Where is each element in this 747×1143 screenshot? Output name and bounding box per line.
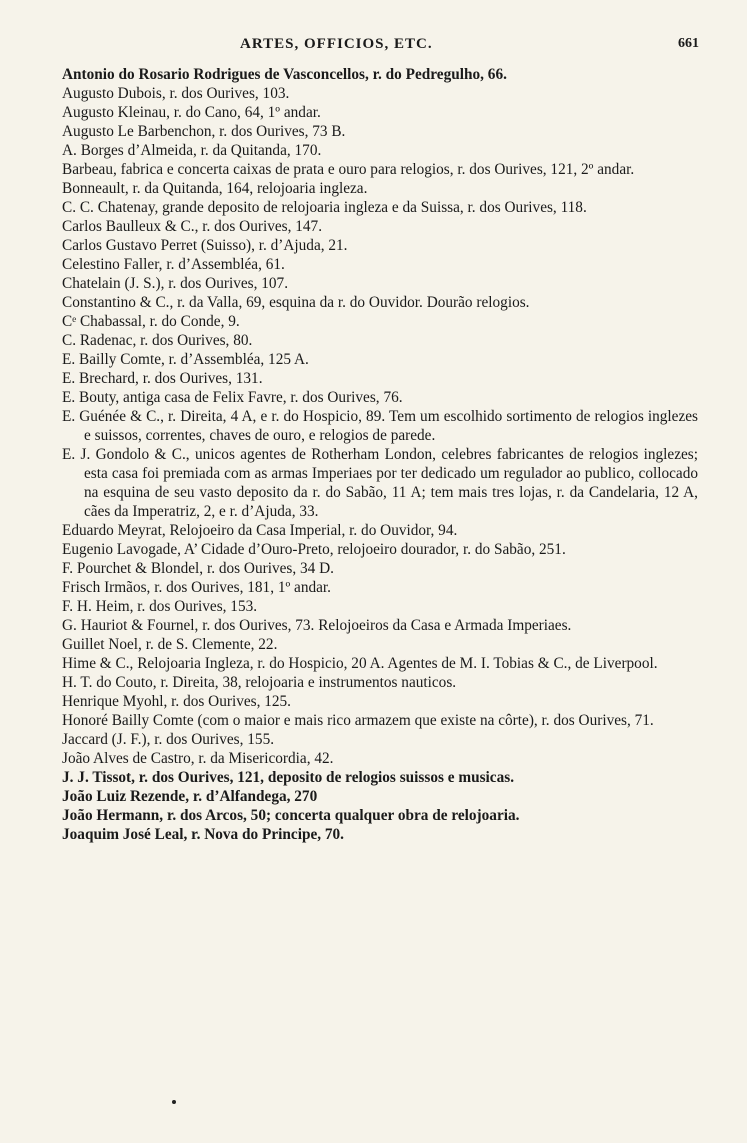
directory-entry: Barbeau, fabrica e concerta caixas de prata e ouro para relogios, r. dos Ourives, 121, 2º andar.	[62, 161, 635, 178]
directory-entry: Joaquim José Leal, r. Nova do Principe, 70.	[62, 826, 345, 843]
directory-entry: E. Guénée & C., r. Direita, 4 A, e r. do Hospicio, 89. Tem um escolhido sortimento de relogios inglezes e suissos, correntes, chaves de ouro, e relogios de parede.	[62, 408, 698, 444]
directory-entry: Guillet Noel, r. de S. Clemente, 22.	[62, 636, 278, 653]
directory-entry: Henrique Myohl, r. dos Ourives, 125.	[62, 693, 292, 710]
directory-entry: João Luiz Rezende, r. d’Alfandega, 270	[62, 788, 318, 805]
directory-entry: E. J. Gondolo & C., unicos agentes de Rotherham London, celebres fabricantes de relogios inglezes; esta casa foi premiada com as armas Imperiaes por ter dedicado um regulador ao publico, collocado na esquina de seu vasto deposito da r. do Sabão, 11 A; tem mais tres lojas, r. da Candelaria, 12 A, cães da Imperatriz, 2, e r. d’Ajuda, 33.	[62, 446, 698, 520]
directory-entry: Chatelain (J. S.), r. dos Ourives, 107.	[62, 275, 289, 292]
directory-entry: G. Hauriot & Fournel, r. dos Ourives, 73. Relojoeiros da Casa e Armada Imperiaes.	[62, 617, 572, 634]
directory-entry: Celestino Faller, r. d’Assembléa, 61.	[62, 256, 285, 273]
directory-entry: C. C. Chatenay, grande deposito de relojoaria ingleza e da Suissa, r. dos Ourives, 118.	[62, 199, 587, 216]
directory-entry: E. Brechard, r. dos Ourives, 131.	[62, 370, 263, 387]
directory-entry: Constantino & C., r. da Valla, 69, esquina da r. do Ouvidor. Dourão relogios.	[62, 294, 530, 311]
directory-entry: F. H. Heim, r. dos Ourives, 153.	[62, 598, 258, 615]
directory-entry: Augusto Dubois, r. dos Ourives, 103.	[62, 85, 290, 102]
directory-entry: F. Pourchet & Blondel, r. dos Ourives, 34 D.	[62, 560, 334, 577]
directory-entry: João Hermann, r. dos Arcos, 50; concerta qualquer obra de relojoaria.	[62, 807, 520, 824]
directory-entry: Jaccard (J. F.), r. dos Ourives, 155.	[62, 731, 275, 748]
directory-entry: C. Radenac, r. dos Ourives, 80.	[62, 332, 253, 349]
page-number: 661	[678, 36, 699, 51]
directory-entry: Augusto Kleinau, r. do Cano, 64, 1º andar.	[62, 104, 321, 121]
running-title: ARTES, OFFICIOS, ETC.	[240, 36, 433, 52]
page-header	[0, 36, 747, 56]
directory-entries	[62, 65, 698, 844]
directory-entry: Carlos Baulleux & C., r. dos Ourives, 147.	[62, 218, 323, 235]
directory-entry: João Alves de Castro, r. da Misericordia, 42.	[62, 750, 334, 767]
directory-entry: H. T. do Couto, r. Direita, 38, relojoaria e instrumentos nauticos.	[62, 674, 457, 691]
directory-entry: A. Borges d’Almeida, r. da Quitanda, 170.	[62, 142, 322, 159]
directory-entry: Carlos Gustavo Perret (Suisso), r. d’Ajuda, 21.	[62, 237, 348, 254]
directory-entry: Bonneault, r. da Quitanda, 164, relojoaria ingleza.	[62, 180, 368, 197]
directory-entry: Hime & C., Relojoaria Ingleza, r. do Hospicio, 20 A. Agentes de M. I. Tobias & C., de Liverpool.	[62, 655, 658, 672]
directory-entry: Antonio do Rosario Rodrigues de Vasconcellos, r. do Pedregulho, 66.	[62, 66, 507, 83]
ink-mark	[172, 1100, 176, 1104]
directory-entry: Eduardo Meyrat, Relojoeiro da Casa Imperial, r. do Ouvidor, 94.	[62, 522, 458, 539]
directory-entry: Honoré Bailly Comte (com o maior e mais rico armazem que existe na côrte), r. dos Ourives, 71.	[62, 712, 654, 729]
directory-entry: Cᵉ Chabassal, r. do Conde, 9.	[62, 313, 240, 330]
directory-entry: Frisch Irmãos, r. dos Ourives, 181, 1º andar.	[62, 579, 332, 596]
directory-entry: J. J. Tissot, r. dos Ourives, 121, deposito de relogios suissos e musicas.	[62, 769, 515, 786]
directory-entry: E. Bouty, antiga casa de Felix Favre, r. dos Ourives, 76.	[62, 389, 403, 406]
directory-entry: Augusto Le Barbenchon, r. dos Ourives, 73 B.	[62, 123, 346, 140]
directory-entry: E. Bailly Comte, r. d’Assembléa, 125 A.	[62, 351, 309, 368]
directory-entry: Eugenio Lavogade, A’ Cidade d’Ouro-Preto, relojoeiro dourador, r. do Sabão, 251.	[62, 541, 566, 558]
